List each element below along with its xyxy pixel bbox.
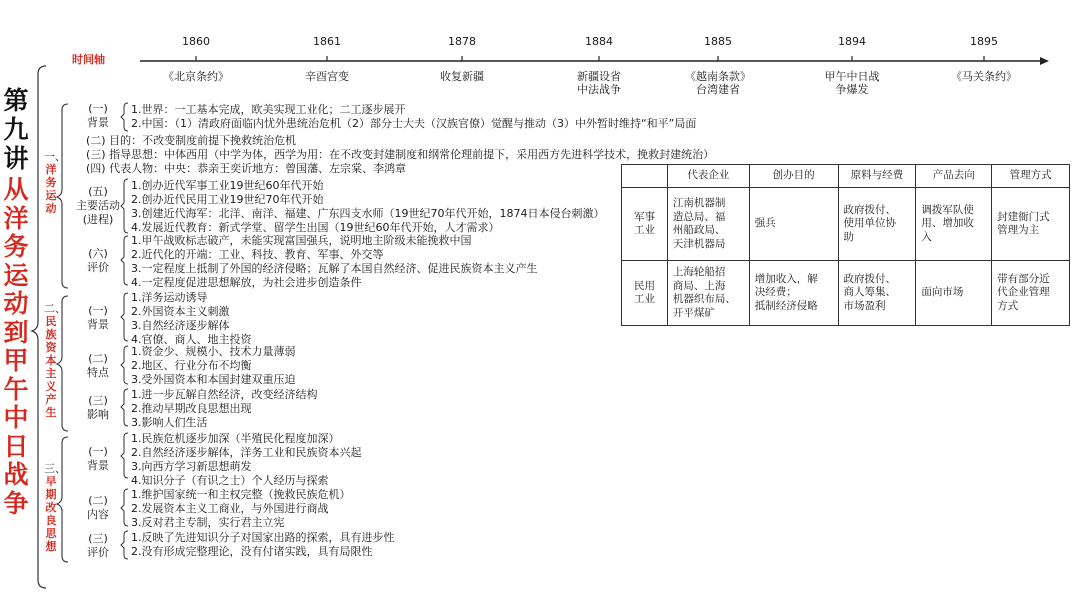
s1-background-title: (一) 背景	[87, 102, 109, 129]
table-cell: 军事 工业	[622, 188, 668, 261]
list-item: 4.知识分子（有识之士）个人经历与探索	[131, 474, 329, 487]
table-header-row	[622, 165, 1070, 188]
list-item: 4.发展近代教育：新式学堂、留学生出国（19世纪60年代开始，人才需求）	[131, 221, 500, 234]
timeline-event: 辛酉宫变	[305, 70, 349, 83]
section1-label: 一、 洋务运动	[44, 150, 66, 215]
s3-evaluation-title: (三) 评价	[87, 532, 109, 559]
enterprise-table	[621, 164, 1070, 326]
timeline-event: 收复新疆	[440, 70, 484, 83]
s1-evaluation-title: (六) 评价	[87, 247, 109, 274]
timeline-label: 时间轴	[72, 53, 105, 66]
list-item: 2.推动早期改良思想出现	[131, 402, 252, 415]
timeline-year: 1895	[970, 35, 998, 48]
list-item: 1.反映了先进知识分子对国家出路的探索，具有进步性	[131, 531, 395, 544]
table-row	[622, 188, 1070, 261]
table-cell: 强兵	[749, 188, 838, 261]
s2-impact-title: (三) 影响	[87, 394, 109, 421]
timeline-event: 甲午中日战 争爆发	[824, 70, 880, 96]
s1-guiding-thought: (三) 指导思想：中体西用（中学为体，西学为用：在不改变封建制度和纲常伦理前提下，采用西方先进科学技术，挽救封建统治）	[86, 148, 715, 161]
section2-label: 二、 民族资本主义产生	[44, 302, 66, 419]
list-item: 3.反对君主专制，实行君主立宪	[131, 516, 285, 529]
table-cell: 封建衙门式 管理为主	[992, 188, 1070, 261]
list-item: 1.维护国家统一和主权完整（挽救民族危机）	[131, 488, 351, 501]
section3-label: 三、 早期改良思想	[44, 462, 66, 553]
s1-activities-items	[131, 179, 604, 235]
table-cell: 增加收入，解 决经费； 抵制经济侵略	[749, 261, 838, 326]
section3-brace	[57, 437, 68, 562]
s2-features-title: (二) 特点	[87, 352, 109, 379]
list-item: 2.近代化的开端：工业、科技、教育、军事、外交等	[131, 248, 384, 261]
s2-background-title: (一) 背景	[87, 304, 109, 331]
section2-brace	[57, 296, 68, 431]
table-header	[622, 165, 668, 188]
timeline-event: 《马关条约》	[951, 70, 1017, 83]
list-item: 2.创办近代民用工业19世纪70年代开始	[131, 193, 324, 206]
s1-activities-title: (五) 主要活动 (进程)	[76, 185, 120, 226]
s2-background-items	[131, 291, 252, 347]
s2-features-items	[131, 345, 296, 387]
table-header: 创办目的	[749, 165, 838, 188]
list-item: 2.自然经济逐步解体，洋务工业和民族资本兴起	[131, 446, 362, 459]
s1-purpose: (二) 目的：不改变制度前提下挽救统治危机	[86, 134, 297, 147]
list-item: 4.官僚、商人、地主投资	[131, 333, 252, 346]
list-item: 3.自然经济逐步解体	[131, 319, 230, 332]
list-item: 3.受外国资本和本国封建双重压迫	[131, 373, 296, 386]
list-item: 2.没有形成完整理论，没有付诸实践，具有局限性	[131, 545, 373, 558]
list-item: 3.创建近代海军：北洋、南洋、福建、广东四支水师（19世纪70年代开始，1874日本侵台刺激）	[131, 207, 605, 220]
timeline-year: 1884	[585, 35, 613, 48]
timeline-arrow	[1040, 57, 1049, 65]
lesson-title: 从洋务运动到甲午中日战争	[3, 175, 29, 518]
timeline-year: 1860	[182, 35, 210, 48]
table-cell: 政府拨付、 使用单位协 助	[838, 188, 916, 261]
s1-evaluation-items	[131, 234, 538, 290]
s3-content-items	[131, 488, 351, 530]
table-header: 原料与经费	[838, 165, 916, 188]
s3-content-title: (二) 内容	[87, 494, 109, 521]
table-header: 代表企业	[667, 165, 749, 188]
timeline-year: 1878	[448, 35, 476, 48]
list-item: 2.外国资本主义刺激	[131, 305, 230, 318]
s2-impact-items	[131, 388, 318, 430]
list-item: 1.世界：一工基本完成，欧美实现工业化；二工逐步展开	[131, 103, 406, 116]
list-item: 3.一定程度上抵制了外国的经济侵略；瓦解了本国自然经济、促进民族资本主义产生	[131, 262, 538, 275]
list-item: 1.创办近代军事工业19世纪60年代开始	[131, 179, 324, 192]
list-item: 2.中国：（1）清政府面临内忧外患统治危机（2）部分士大夫（汉族官僚）觉醒与推动（3）中外暂时维持“和平”局面	[131, 117, 697, 130]
s3-background-items	[131, 432, 362, 488]
table-cell: 政府拨付、 商人筹集、 市场盈利	[838, 261, 916, 326]
table-cell: 带有部分近 代企业管理 方式	[992, 261, 1070, 326]
list-item: 3.向西方学习新思想萌发	[131, 460, 252, 473]
timeline-year: 1894	[838, 35, 866, 48]
list-item: 4.一定程度促进思想解放，为社会进步创造条件	[131, 276, 362, 289]
table-cell: 调拨军队使 用、增加收 入	[916, 188, 992, 261]
list-item: 1.民族危机逐步加深（半殖民化程度加深）	[131, 432, 340, 445]
table-header: 管理方式	[992, 165, 1070, 188]
table-cell: 面向市场	[916, 261, 992, 326]
timeline-year: 1885	[704, 35, 732, 48]
timeline-ticks	[196, 56, 984, 61]
s3-evaluation-items	[131, 531, 395, 559]
timeline-event: 《越南条款》 台湾建省	[685, 70, 751, 96]
table-cell: 江南机器制 造总局、福 州船政局、 天津机器局	[667, 188, 749, 261]
timeline-year: 1861	[313, 35, 341, 48]
list-item: 3.影响人们生活	[131, 416, 208, 429]
timeline-event: 新疆设省 中法战争	[577, 70, 621, 96]
table-cell: 民用 工业	[622, 261, 668, 326]
list-item: 1.进一步瓦解自然经济，改变经济结构	[131, 388, 318, 401]
list-item: 1.资金少、规模小、技术力量薄弱	[131, 345, 296, 358]
list-item: 2.地区、行业分布不均衡	[131, 359, 252, 372]
lesson-number: 第九讲	[3, 86, 29, 173]
list-item: 1.甲午战败标志破产，未能实现富国强兵，说明地主阶级未能挽救中国	[131, 234, 472, 247]
timeline-event: 《北京条约》	[163, 70, 229, 83]
list-item: 1.洋务运动诱导	[131, 291, 208, 304]
table-cell: 上海轮船招 商局、上海 机器织布局、 开平煤矿	[667, 261, 749, 326]
list-item: 2.发展资本主义工商业，与外国进行商战	[131, 502, 329, 515]
s1-background-items	[131, 103, 696, 131]
s3-background-title: (一) 背景	[87, 445, 109, 472]
table-header: 产品去向	[916, 165, 992, 188]
section1-brace	[57, 104, 68, 288]
table-row	[622, 261, 1070, 326]
s1-representatives: (四) 代表人物：中央：恭亲王奕䜣地方：曾国藩、左宗棠、李鸿章	[86, 162, 407, 175]
